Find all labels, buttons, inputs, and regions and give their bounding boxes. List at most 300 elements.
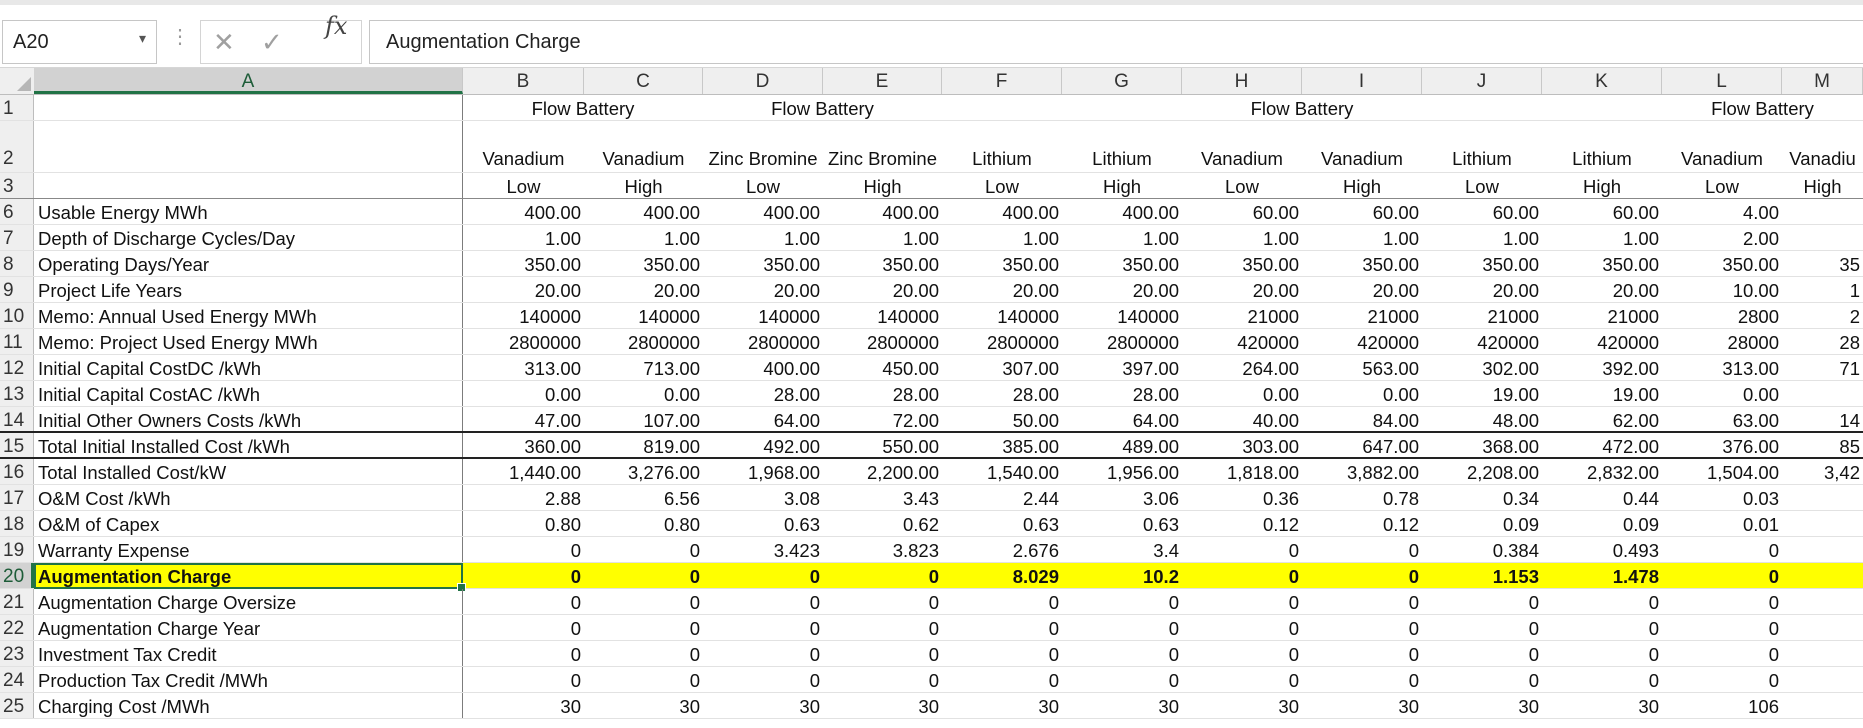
- data-cell[interactable]: 0.493: [1612, 540, 1659, 561]
- chevron-down-icon[interactable]: ▾: [138, 30, 146, 46]
- data-cell[interactable]: 6.56: [663, 488, 700, 509]
- technology-header[interactable]: Vanadium: [602, 148, 685, 169]
- data-cell[interactable]: 30: [1278, 696, 1299, 717]
- data-cell[interactable]: 1,504.00: [1706, 462, 1779, 483]
- data-cell[interactable]: 1.00: [783, 228, 820, 249]
- data-cell[interactable]: 0: [1528, 618, 1539, 639]
- data-cell[interactable]: 0: [1408, 644, 1419, 665]
- data-cell[interactable]: 140000: [997, 306, 1059, 327]
- row-label[interactable]: Charging Cost /MWh: [34, 693, 463, 718]
- name-box[interactable]: [2, 20, 157, 64]
- scenario-header[interactable]: Low: [1465, 176, 1499, 197]
- row-label[interactable]: Total Installed Cost/kW: [34, 459, 463, 484]
- row-label[interactable]: O&M of Capex: [34, 511, 463, 536]
- data-cell[interactable]: 20.00: [534, 280, 581, 301]
- column-header-b[interactable]: B: [463, 68, 584, 94]
- data-cell[interactable]: 350.00: [1122, 254, 1179, 275]
- scenario-header[interactable]: High: [1342, 176, 1382, 197]
- data-cell[interactable]: 2800000: [986, 332, 1059, 353]
- data-cell[interactable]: 1.00: [1622, 228, 1659, 249]
- data-cell[interactable]: 21000: [1247, 306, 1299, 327]
- data-cell[interactable]: 0.00: [663, 384, 700, 405]
- data-cell[interactable]: 0: [809, 618, 820, 639]
- data-cell[interactable]: 1.00: [1262, 228, 1299, 249]
- data-cell[interactable]: 2.88: [544, 488, 581, 509]
- data-cell[interactable]: 1,818.00: [1226, 462, 1299, 483]
- data-cell[interactable]: 392.00: [1602, 358, 1659, 379]
- data-cell[interactable]: 4.00: [1742, 202, 1779, 223]
- data-cell[interactable]: 0: [1648, 592, 1659, 613]
- data-cell[interactable]: 0: [1302, 563, 1422, 588]
- data-cell[interactable]: 3,882.00: [1346, 462, 1419, 483]
- technology-header[interactable]: Lithium: [1452, 148, 1512, 169]
- data-cell[interactable]: 1.00: [1502, 228, 1539, 249]
- data-cell[interactable]: 48.00: [1492, 410, 1539, 431]
- data-cell[interactable]: 19.00: [1492, 384, 1539, 405]
- data-cell[interactable]: 30: [1518, 696, 1539, 717]
- row-label[interactable]: Initial Capital CostDC /kWh: [34, 355, 463, 380]
- data-cell[interactable]: 3.08: [783, 488, 820, 509]
- data-cell[interactable]: 28000: [1727, 332, 1779, 353]
- data-cell[interactable]: 40.00: [1252, 410, 1299, 431]
- scenario-header[interactable]: High: [863, 176, 902, 197]
- data-cell[interactable]: 0: [1168, 670, 1179, 691]
- data-cell[interactable]: 85: [1839, 436, 1860, 457]
- data-cell[interactable]: 0: [1408, 618, 1419, 639]
- scenario-header[interactable]: High: [624, 176, 663, 197]
- data-cell[interactable]: 0.12: [1262, 514, 1299, 535]
- row-header[interactable]: 24: [0, 667, 34, 692]
- row-header[interactable]: 3: [0, 173, 34, 198]
- column-header-k[interactable]: K: [1542, 68, 1662, 94]
- data-cell[interactable]: 0.00: [1382, 384, 1419, 405]
- data-cell[interactable]: 302.00: [1482, 358, 1539, 379]
- data-cell[interactable]: 0: [1528, 670, 1539, 691]
- data-cell[interactable]: 0: [928, 592, 939, 613]
- data-cell[interactable]: 2.676: [1012, 540, 1059, 561]
- scenario-header[interactable]: Low: [985, 176, 1019, 197]
- row-header[interactable]: 7: [0, 225, 34, 250]
- row-label[interactable]: Operating Days/Year: [34, 251, 463, 276]
- data-cell[interactable]: 1.00: [1022, 228, 1059, 249]
- row-header[interactable]: 19: [0, 537, 34, 562]
- data-cell[interactable]: 713.00: [643, 358, 700, 379]
- data-cell[interactable]: 106: [1748, 696, 1779, 717]
- data-cell[interactable]: 0: [570, 670, 581, 691]
- data-cell[interactable]: 0: [1768, 670, 1779, 691]
- data-cell[interactable]: 1: [1849, 280, 1860, 301]
- data-cell[interactable]: 20.00: [1492, 280, 1539, 301]
- scenario-header[interactable]: Low: [1705, 176, 1739, 197]
- data-cell[interactable]: 1.00: [1382, 228, 1419, 249]
- data-cell[interactable]: 350.00: [1242, 254, 1299, 275]
- data-cell[interactable]: 0: [1768, 540, 1779, 561]
- data-cell[interactable]: 0: [1408, 540, 1419, 561]
- data-cell[interactable]: 350.00: [1722, 254, 1779, 275]
- technology-header[interactable]: Vanadium: [482, 148, 565, 169]
- data-cell[interactable]: 0.09: [1502, 514, 1539, 535]
- data-cell[interactable]: 64.00: [773, 410, 820, 431]
- data-cell[interactable]: 3.423: [773, 540, 820, 561]
- scenario-header[interactable]: High: [1803, 176, 1842, 197]
- data-cell[interactable]: 450.00: [882, 358, 939, 379]
- data-cell[interactable]: 47.00: [534, 410, 581, 431]
- data-cell[interactable]: 0.80: [663, 514, 700, 535]
- data-cell[interactable]: 400.00: [1002, 202, 1059, 223]
- data-cell[interactable]: 2800000: [1106, 332, 1179, 353]
- data-cell[interactable]: 350.00: [524, 254, 581, 275]
- data-cell[interactable]: 819.00: [643, 436, 700, 457]
- scenario-header[interactable]: High: [1102, 176, 1142, 197]
- scenario-header[interactable]: High: [1582, 176, 1622, 197]
- data-cell[interactable]: 60.00: [1492, 202, 1539, 223]
- data-cell[interactable]: 350.00: [643, 254, 700, 275]
- data-cell[interactable]: 0.03: [1742, 488, 1779, 509]
- data-cell[interactable]: 0: [570, 618, 581, 639]
- row-header[interactable]: 21: [0, 589, 34, 614]
- data-cell[interactable]: 0.36: [1262, 488, 1299, 509]
- row-header[interactable]: 1: [0, 95, 34, 120]
- row-header[interactable]: 18: [0, 511, 34, 536]
- data-cell[interactable]: 1.478: [1542, 563, 1662, 588]
- cancel-icon[interactable]: ✕: [213, 27, 235, 57]
- data-cell[interactable]: 0: [809, 644, 820, 665]
- data-cell[interactable]: 20.00: [1372, 280, 1419, 301]
- data-cell[interactable]: 489.00: [1122, 436, 1179, 457]
- data-cell[interactable]: 3.823: [892, 540, 939, 561]
- technology-header[interactable]: Lithium: [972, 148, 1032, 169]
- data-cell[interactable]: 350.00: [1362, 254, 1419, 275]
- data-cell[interactable]: 0: [1408, 592, 1419, 613]
- data-cell[interactable]: 0: [689, 592, 700, 613]
- column-header-m[interactable]: M: [1782, 68, 1863, 94]
- data-cell[interactable]: 1.153: [1422, 563, 1542, 588]
- data-cell[interactable]: 2800000: [508, 332, 581, 353]
- data-cell[interactable]: 0: [1768, 592, 1779, 613]
- row-label[interactable]: Initial Other Owners Costs /kWh: [34, 407, 463, 431]
- data-cell[interactable]: 20.00: [653, 280, 700, 301]
- row-header[interactable]: 14: [0, 407, 34, 431]
- data-cell[interactable]: 30: [560, 696, 581, 717]
- data-cell[interactable]: 1.00: [1142, 228, 1179, 249]
- technology-header[interactable]: Vanadiu: [1789, 148, 1856, 169]
- data-cell[interactable]: 1,956.00: [1106, 462, 1179, 483]
- data-cell[interactable]: 0: [1288, 592, 1299, 613]
- data-cell[interactable]: 3,42: [1823, 462, 1860, 483]
- data-cell[interactable]: 140000: [877, 306, 939, 327]
- data-cell[interactable]: [1782, 641, 1863, 666]
- data-cell[interactable]: 140000: [519, 306, 581, 327]
- data-cell[interactable]: 1,540.00: [986, 462, 1059, 483]
- data-cell[interactable]: 303.00: [1242, 436, 1299, 457]
- data-cell[interactable]: 2800000: [747, 332, 820, 353]
- data-cell[interactable]: 400.00: [643, 202, 700, 223]
- cell-label[interactable]: [34, 173, 463, 198]
- row-label[interactable]: O&M Cost /kWh: [34, 485, 463, 510]
- data-cell[interactable]: 0: [1648, 644, 1659, 665]
- data-cell[interactable]: 0: [463, 563, 584, 588]
- data-cell[interactable]: 0: [689, 670, 700, 691]
- data-cell[interactable]: 0: [1288, 644, 1299, 665]
- group-header[interactable]: Flow Battery: [1711, 98, 1814, 119]
- data-cell[interactable]: 0: [570, 540, 581, 561]
- data-cell[interactable]: 0.63: [1142, 514, 1179, 535]
- row-label[interactable]: Augmentation Charge Year: [34, 615, 463, 640]
- data-cell[interactable]: 19.00: [1612, 384, 1659, 405]
- row-label[interactable]: Total Initial Installed Cost /kWh: [34, 433, 463, 457]
- data-cell[interactable]: [1782, 199, 1863, 224]
- data-cell[interactable]: 0: [1768, 644, 1779, 665]
- row-header[interactable]: 22: [0, 615, 34, 640]
- row-header[interactable]: 6: [0, 199, 34, 224]
- data-cell[interactable]: 0.00: [1742, 384, 1779, 405]
- data-cell[interactable]: 20.00: [1132, 280, 1179, 301]
- data-cell[interactable]: 30: [679, 696, 700, 717]
- data-cell[interactable]: [1782, 381, 1863, 406]
- data-cell[interactable]: [1782, 667, 1863, 692]
- data-cell[interactable]: [1782, 537, 1863, 562]
- data-cell[interactable]: [1782, 511, 1863, 536]
- row-header[interactable]: 15: [0, 433, 34, 457]
- cell-label[interactable]: [34, 121, 463, 172]
- data-cell[interactable]: 21000: [1607, 306, 1659, 327]
- data-cell[interactable]: 0: [1648, 670, 1659, 691]
- data-cell[interactable]: 0.12: [1382, 514, 1419, 535]
- row-header[interactable]: 25: [0, 693, 34, 718]
- data-cell[interactable]: 0.63: [1022, 514, 1059, 535]
- data-cell[interactable]: 30: [1398, 696, 1419, 717]
- data-cell[interactable]: 0: [1662, 563, 1782, 588]
- column-header-f[interactable]: F: [942, 68, 1062, 94]
- data-cell[interactable]: 563.00: [1362, 358, 1419, 379]
- data-cell[interactable]: 21000: [1487, 306, 1539, 327]
- data-cell[interactable]: 0: [1182, 563, 1302, 588]
- data-cell[interactable]: [1782, 589, 1863, 614]
- more-options-icon[interactable]: ⋮: [170, 26, 190, 48]
- data-cell[interactable]: 0.62: [902, 514, 939, 535]
- data-cell[interactable]: 30: [918, 696, 939, 717]
- data-cell[interactable]: 140000: [758, 306, 820, 327]
- data-cell[interactable]: 400.00: [763, 358, 820, 379]
- row-label[interactable]: Memo: Annual Used Energy MWh: [34, 303, 463, 328]
- data-cell[interactable]: 360.00: [524, 436, 581, 457]
- row-header[interactable]: 13: [0, 381, 34, 406]
- data-cell[interactable]: 385.00: [1002, 436, 1059, 457]
- data-cell[interactable]: 0: [1168, 592, 1179, 613]
- data-cell[interactable]: 0: [1768, 618, 1779, 639]
- data-cell[interactable]: 400.00: [882, 202, 939, 223]
- data-cell[interactable]: 0: [584, 563, 703, 588]
- row-label[interactable]: Initial Capital CostAC /kWh: [34, 381, 463, 406]
- data-cell[interactable]: 0: [689, 540, 700, 561]
- data-cell[interactable]: 0: [1048, 592, 1059, 613]
- data-cell[interactable]: 30: [799, 696, 820, 717]
- data-cell[interactable]: 400.00: [1122, 202, 1179, 223]
- data-cell[interactable]: 21000: [1367, 306, 1419, 327]
- column-header-d[interactable]: D: [703, 68, 823, 94]
- row-header[interactable]: 8: [0, 251, 34, 276]
- column-header-h[interactable]: H: [1182, 68, 1302, 94]
- data-cell[interactable]: 0.384: [1492, 540, 1539, 561]
- data-cell[interactable]: 350.00: [1482, 254, 1539, 275]
- row-label[interactable]: Project Life Years: [34, 277, 463, 302]
- data-cell[interactable]: 1.00: [663, 228, 700, 249]
- group-header[interactable]: Flow Battery: [1250, 98, 1354, 119]
- data-cell[interactable]: 30: [1158, 696, 1179, 717]
- data-cell[interactable]: 2800: [1737, 306, 1779, 327]
- data-cell[interactable]: 20.00: [1252, 280, 1299, 301]
- data-cell[interactable]: 107.00: [643, 410, 700, 431]
- technology-header[interactable]: Vanadium: [1681, 148, 1763, 169]
- data-cell[interactable]: 350.00: [1602, 254, 1659, 275]
- data-cell[interactable]: 20.00: [892, 280, 939, 301]
- data-cell[interactable]: 0.00: [1262, 384, 1299, 405]
- column-header-a[interactable]: A: [34, 68, 463, 94]
- data-cell[interactable]: 71: [1839, 358, 1860, 379]
- data-cell[interactable]: 2,208.00: [1466, 462, 1539, 483]
- enter-check-icon[interactable]: ✓: [261, 27, 283, 57]
- data-cell[interactable]: 20.00: [773, 280, 820, 301]
- scenario-header[interactable]: Low: [746, 176, 780, 197]
- row-header[interactable]: 20: [0, 563, 34, 588]
- data-cell[interactable]: [1782, 485, 1863, 510]
- data-cell[interactable]: 0: [809, 592, 820, 613]
- data-cell[interactable]: 0: [1288, 540, 1299, 561]
- data-cell[interactable]: 28.00: [773, 384, 820, 405]
- row-header[interactable]: 12: [0, 355, 34, 380]
- data-cell[interactable]: [1782, 563, 1863, 588]
- data-cell[interactable]: 0.44: [1622, 488, 1659, 509]
- row-label[interactable]: Investment Tax Credit: [34, 641, 463, 666]
- data-cell[interactable]: 72.00: [892, 410, 939, 431]
- data-cell[interactable]: 400.00: [763, 202, 820, 223]
- column-header-c[interactable]: C: [584, 68, 703, 94]
- data-cell[interactable]: 0: [928, 618, 939, 639]
- data-cell[interactable]: 307.00: [1002, 358, 1059, 379]
- data-cell[interactable]: 28.00: [892, 384, 939, 405]
- data-cell[interactable]: 30: [1638, 696, 1659, 717]
- row-header[interactable]: 2: [0, 121, 34, 172]
- data-cell[interactable]: 3.4: [1153, 540, 1179, 561]
- data-cell[interactable]: 0: [1648, 618, 1659, 639]
- technology-header[interactable]: Zinc Bromine: [828, 148, 937, 169]
- data-cell[interactable]: 2.44: [1022, 488, 1059, 509]
- row-label[interactable]: Production Tax Credit /MWh: [34, 667, 463, 692]
- data-cell[interactable]: 492.00: [763, 436, 820, 457]
- data-cell[interactable]: 0.63: [783, 514, 820, 535]
- data-cell[interactable]: 2.00: [1742, 228, 1779, 249]
- data-cell[interactable]: 0: [823, 563, 942, 588]
- data-cell[interactable]: 264.00: [1242, 358, 1299, 379]
- data-cell[interactable]: 420000: [1597, 332, 1659, 353]
- data-cell[interactable]: 647.00: [1362, 436, 1419, 457]
- data-cell[interactable]: 60.00: [1252, 202, 1299, 223]
- data-cell[interactable]: 30: [1038, 696, 1059, 717]
- data-cell[interactable]: 60.00: [1612, 202, 1659, 223]
- data-cell[interactable]: 400.00: [524, 202, 581, 223]
- data-cell[interactable]: 35: [1839, 254, 1860, 275]
- data-cell[interactable]: 140000: [638, 306, 700, 327]
- data-cell[interactable]: 0.78: [1382, 488, 1419, 509]
- data-cell[interactable]: 0: [1288, 670, 1299, 691]
- scenario-header[interactable]: Low: [1225, 176, 1259, 197]
- cell-label[interactable]: [34, 95, 463, 120]
- data-cell[interactable]: 0: [689, 618, 700, 639]
- data-cell[interactable]: 420000: [1237, 332, 1299, 353]
- data-cell[interactable]: 0.00: [544, 384, 581, 405]
- column-header-j[interactable]: J: [1422, 68, 1542, 94]
- data-cell[interactable]: 0: [1528, 644, 1539, 665]
- formula-input[interactable]: [369, 20, 1863, 64]
- data-cell[interactable]: 28: [1839, 332, 1860, 353]
- scenario-header[interactable]: Low: [506, 176, 541, 197]
- data-cell[interactable]: 0: [703, 563, 823, 588]
- data-cell[interactable]: 20.00: [1012, 280, 1059, 301]
- technology-header[interactable]: Vanadium: [1201, 148, 1283, 169]
- data-cell[interactable]: 0: [928, 670, 939, 691]
- data-cell[interactable]: 0: [1048, 618, 1059, 639]
- row-header[interactable]: 17: [0, 485, 34, 510]
- data-cell[interactable]: 0: [1168, 618, 1179, 639]
- insert-function-icon[interactable]: fx: [325, 12, 348, 40]
- data-cell[interactable]: 3.06: [1142, 488, 1179, 509]
- data-cell[interactable]: 313.00: [524, 358, 581, 379]
- data-cell[interactable]: 10.2: [1062, 563, 1182, 588]
- data-cell[interactable]: 10.00: [1732, 280, 1779, 301]
- data-cell[interactable]: 84.00: [1372, 410, 1419, 431]
- data-cell[interactable]: 420000: [1477, 332, 1539, 353]
- data-cell[interactable]: 0: [1048, 644, 1059, 665]
- data-cell[interactable]: 3,276.00: [627, 462, 700, 483]
- data-cell[interactable]: 0.80: [544, 514, 581, 535]
- row-header[interactable]: 10: [0, 303, 34, 328]
- data-cell[interactable]: 0: [809, 670, 820, 691]
- data-cell[interactable]: 14: [1839, 410, 1860, 431]
- data-cell[interactable]: 60.00: [1372, 202, 1419, 223]
- data-cell[interactable]: 397.00: [1122, 358, 1179, 379]
- data-cell[interactable]: 62.00: [1612, 410, 1659, 431]
- data-cell[interactable]: 1,968.00: [747, 462, 820, 483]
- row-label[interactable]: Augmentation Charge: [34, 563, 463, 588]
- data-cell[interactable]: 2: [1849, 306, 1860, 327]
- column-header-i[interactable]: I: [1302, 68, 1422, 94]
- row-label[interactable]: Augmentation Charge Oversize: [34, 589, 463, 614]
- technology-header[interactable]: Vanadium: [1321, 148, 1403, 169]
- data-cell[interactable]: 420000: [1357, 332, 1419, 353]
- data-cell[interactable]: 350.00: [1002, 254, 1059, 275]
- data-cell[interactable]: 2800000: [866, 332, 939, 353]
- column-header-g[interactable]: G: [1062, 68, 1182, 94]
- data-cell[interactable]: 0: [570, 592, 581, 613]
- row-header[interactable]: 9: [0, 277, 34, 302]
- data-cell[interactable]: 64.00: [1132, 410, 1179, 431]
- group-header[interactable]: Flow Battery: [531, 98, 635, 119]
- data-cell[interactable]: 350.00: [763, 254, 820, 275]
- group-header[interactable]: Flow Battery: [771, 98, 874, 119]
- data-cell[interactable]: [1782, 693, 1863, 718]
- data-cell[interactable]: 8.029: [942, 563, 1062, 588]
- data-cell[interactable]: 2800000: [627, 332, 700, 353]
- data-cell[interactable]: 313.00: [1722, 358, 1779, 379]
- row-header[interactable]: 11: [0, 329, 34, 354]
- data-cell[interactable]: 0: [1528, 592, 1539, 613]
- data-cell[interactable]: 140000: [1117, 306, 1179, 327]
- data-cell[interactable]: 376.00: [1722, 436, 1779, 457]
- data-cell[interactable]: 0: [1168, 644, 1179, 665]
- data-cell[interactable]: [1782, 225, 1863, 250]
- column-header-l[interactable]: L: [1662, 68, 1782, 94]
- data-cell[interactable]: 1.00: [902, 228, 939, 249]
